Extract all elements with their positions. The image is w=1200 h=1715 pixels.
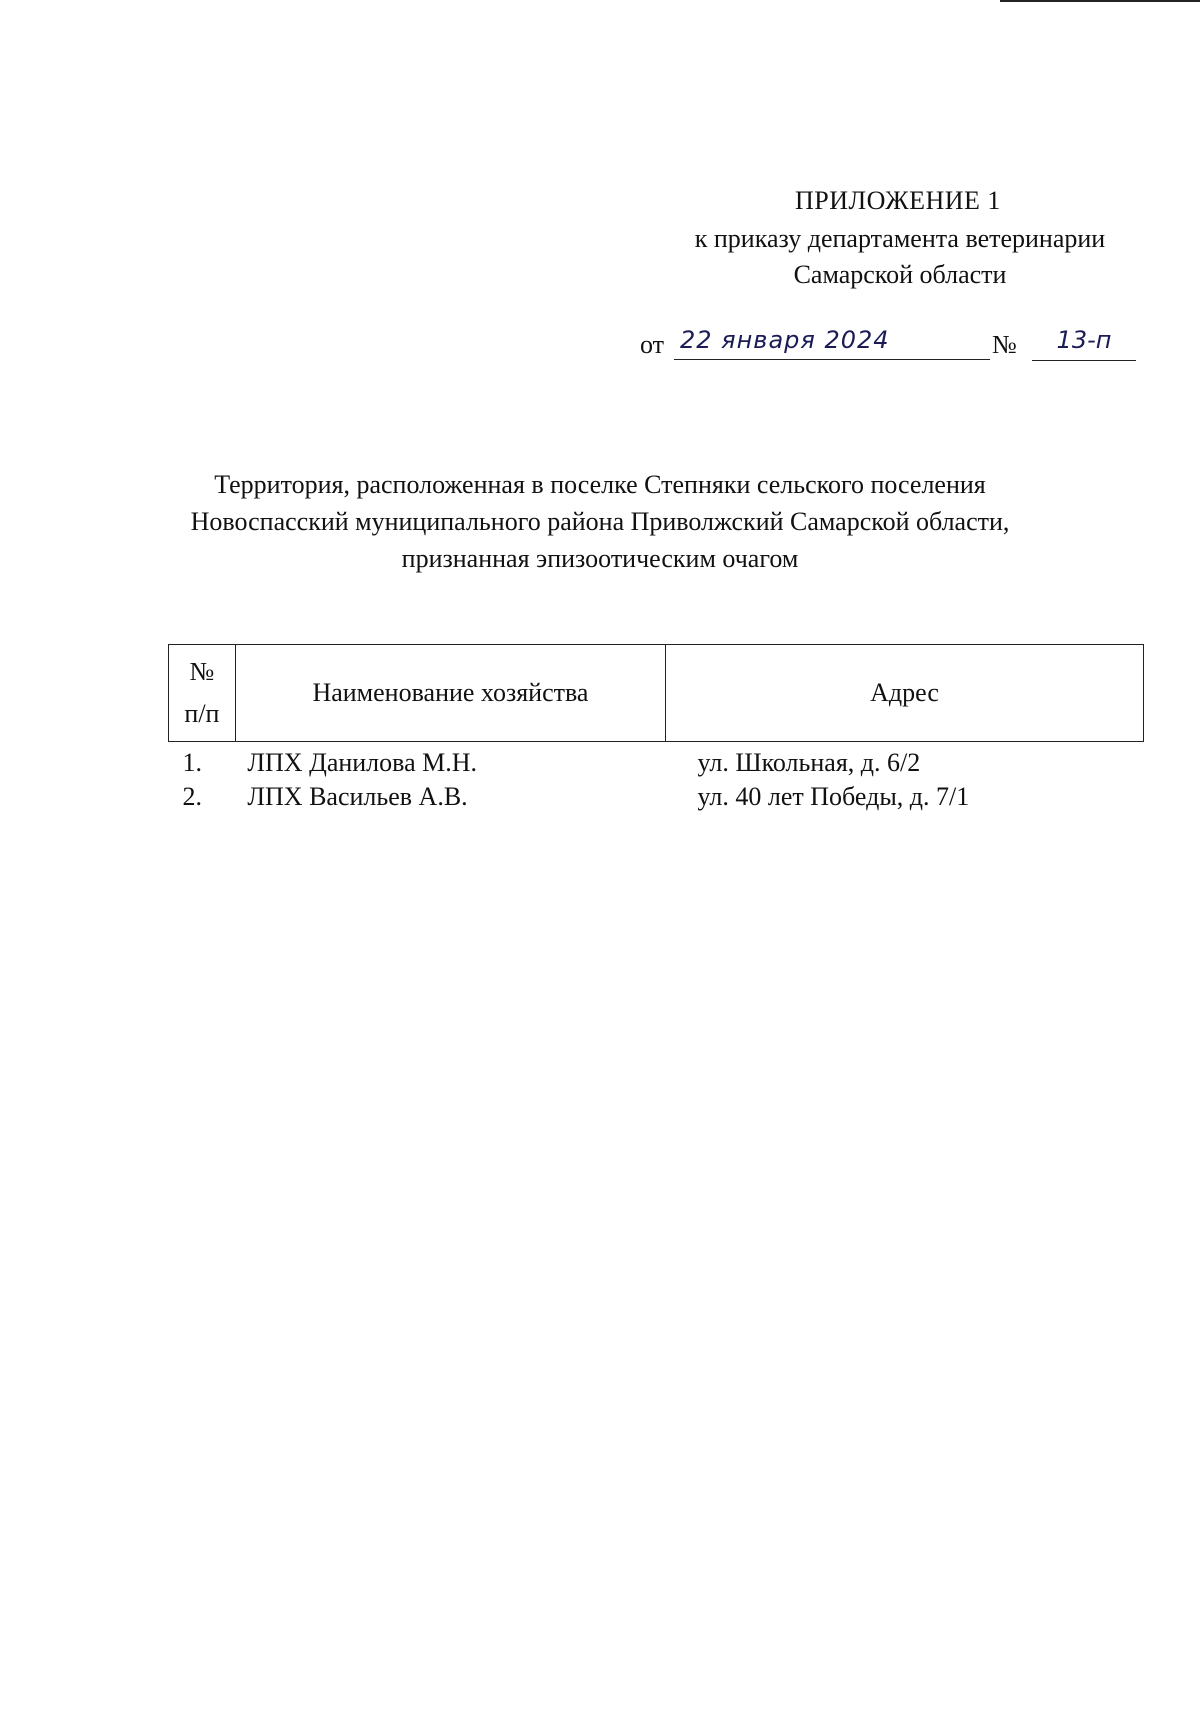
order-number-sign: № xyxy=(992,330,1017,359)
heading-line-3: признанная эпизоотическим очагом xyxy=(401,544,799,573)
row-farm-name: ЛПХ Данилова М.Н. xyxy=(247,748,478,777)
header-farm-name: Наименование хозяйства xyxy=(235,645,665,742)
table-row xyxy=(169,782,1144,816)
document-heading xyxy=(150,466,1050,577)
appendix-order-reference: к приказу департамента ветеринарии xyxy=(694,224,1106,253)
row-address: ул. Школьная, д. 6/2 xyxy=(697,748,921,777)
heading-line-2: Новоспасский муниципального района Приволжский Самарской области, xyxy=(190,507,1010,536)
heading-line-1: Территория, расположенная в поселке Степняки сельского поселения xyxy=(214,470,986,499)
order-date-handwritten: 22 января 2024 xyxy=(674,326,990,360)
header-address: Адрес xyxy=(666,645,1144,742)
row-number: 2. xyxy=(182,782,202,811)
top-rule xyxy=(1000,0,1200,2)
farms-table xyxy=(168,644,1144,816)
appendix-title: ПРИЛОЖЕНИЕ 1 xyxy=(795,186,1001,215)
header-number-bottom: п/п xyxy=(184,699,220,728)
order-details xyxy=(640,326,1130,366)
order-date-prefix: от xyxy=(640,330,665,359)
row-address: ул. 40 лет Победы, д. 7/1 xyxy=(697,782,970,811)
header-number xyxy=(169,645,236,742)
table-row xyxy=(169,742,1144,783)
header-number-top: № xyxy=(189,657,215,686)
table-header-row xyxy=(169,645,1144,742)
order-number-handwritten: 13-п xyxy=(1032,326,1136,361)
row-farm-name: ЛПХ Васильев А.В. xyxy=(247,782,468,811)
appendix-region: Самарской области xyxy=(793,260,1007,289)
row-number: 1. xyxy=(182,748,202,777)
